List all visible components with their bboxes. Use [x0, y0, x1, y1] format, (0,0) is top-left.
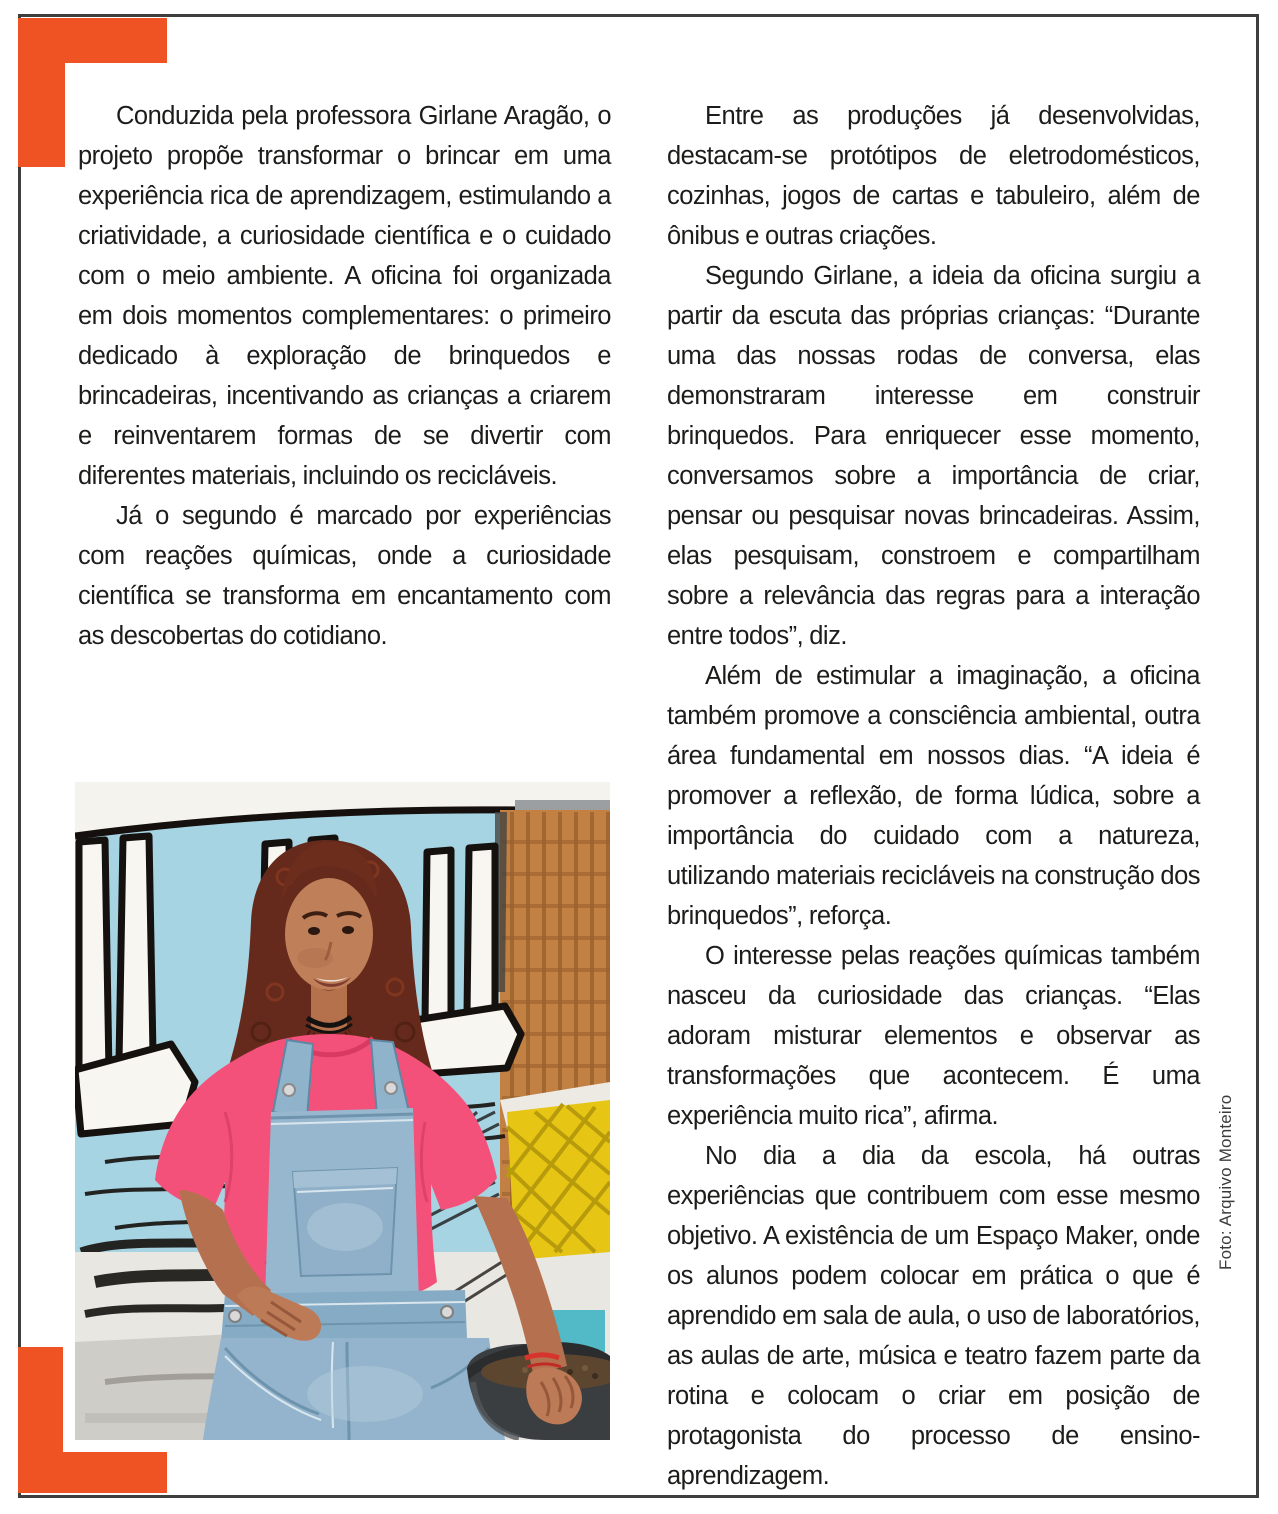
orange-corner-bottom-left	[18, 1452, 167, 1493]
body-paragraph: Já o segundo é marcado por experiências com reações químicas, onde a curiosidade científica se transforma em encantamento com as descobertas do cotidiano.	[78, 502, 611, 650]
article-photo-teacher-portrait	[75, 782, 610, 1440]
photo-illustration	[75, 782, 610, 1440]
body-paragraph: Além de estimular a imaginação, a oficina também promove a consciência ambiental, outra área fundamental em nossos dias. “A ideia é promover a reflexão, de forma lúdica, sobre a importância do cuidado com a natureza, utilizando materiais recicláveis na construção dos brinquedos”, reforça.	[667, 662, 1200, 930]
article-column-right	[667, 96, 1200, 1496]
body-paragraph: O interesse pelas reações químicas também nasceu da curiosidade das crianças. “Elas adoram misturar elementos e observar as transformações que acontecem. É uma experiência muito rica”, afirma.	[667, 942, 1200, 1130]
body-paragraph: Entre as produções já desenvolvidas, destacam-se protótipos de eletrodomésticos, cozinhas, jogos de cartas e tabuleiro, além de ônibus e outras criações.	[667, 102, 1200, 250]
article-column-left	[78, 96, 611, 656]
body-paragraph: Segundo Girlane, a ideia da oficina surgiu a partir da escuta das próprias crianças: “Durante uma das nossas rodas de conversa, elas demonstraram interesse em construir brinquedos. Para enriquecer esse momento, conversamos sobre a importância de criar, pensar ou pesquisar novas brincadeiras. Assim, elas pesquisam, constroem e compartilham sobre a relevância das regras para a interação entre todos”, diz.	[667, 262, 1200, 650]
body-paragraph: Conduzida pela professora Girlane Aragão, o projeto propõe transformar o brincar em uma experiência rica de aprendizagem, estimulando a criatividade, a curiosidade científica e o cuidado com o meio ambiente. A oficina foi organizada em dois momentos complementares: o primeiro dedicado à exploração de brinquedos e brincadeiras, incentivando as crianças a criarem e reinventarem formas de se divertir com diferentes materiais, incluindo os recicláveis.	[78, 102, 611, 490]
body-paragraph: No dia a dia da escola, há outras experiências que contribuem com esse mesmo objetivo. A existência de um Espaço Maker, onde os alunos podem colocar em prática o que é aprendido em sala de aula, o uso de laboratórios, as aulas de arte, música e teatro fazem parte da rotina e colocam o criar em posição de protagonista do processo de ensino- aprendizagem.	[667, 1142, 1200, 1490]
orange-corner-top-left	[18, 18, 167, 63]
photo-credit: Foto: Arquivo Monteiro	[1216, 1094, 1235, 1270]
